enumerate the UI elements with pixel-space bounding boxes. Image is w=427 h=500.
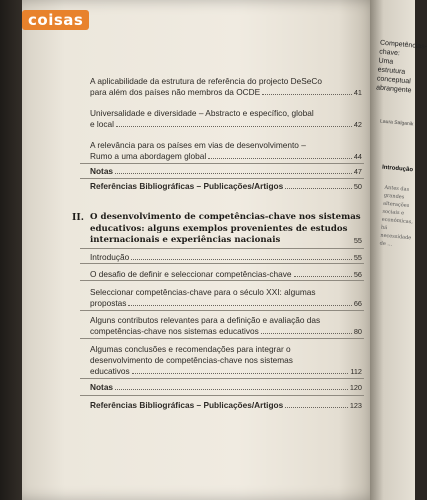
toc-page-number: 120 — [349, 383, 362, 392]
toc-page-number: 41 — [353, 88, 362, 97]
toc-entry-notes — [90, 382, 362, 393]
section-number: II. — [72, 212, 84, 223]
leader-dots — [116, 125, 352, 127]
toc-page-number: 66 — [353, 299, 362, 308]
divider — [80, 163, 364, 164]
divider — [80, 178, 364, 179]
section-page — [90, 235, 362, 246]
toc-page-number: 56 — [353, 270, 362, 279]
toc-entry-line: A aplicabilidade da estrutura de referência do projecto DeSeCo — [90, 76, 322, 86]
facing-page — [370, 0, 427, 500]
divider — [80, 395, 364, 396]
toc-entry-line: Universalidade e diversidade – Abstracto e específico, global — [90, 108, 314, 118]
leader-dots — [132, 372, 349, 374]
book-page — [22, 0, 382, 500]
toc-entry — [90, 140, 362, 162]
toc-entry — [90, 252, 362, 263]
toc-page-number: 42 — [353, 120, 362, 129]
toc-entry-line: Rumo a uma abordagem global — [90, 151, 207, 161]
leader-dots — [285, 187, 352, 189]
facing-page-title: Competências-chave: Uma estrutura conceptual abrangente — [375, 39, 427, 95]
toc-page-number: 44 — [353, 152, 362, 161]
leader-dots — [115, 388, 348, 390]
toc-entry-line: propostas — [90, 298, 127, 308]
toc-page-number: 80 — [353, 327, 362, 336]
watermark-logo: coisas — [22, 10, 89, 30]
toc-entry-line: Referências Bibliográficas – Publicações/Artigos — [90, 400, 284, 410]
facing-page-text: Antes das grandes alterações sociais e económicas, há necessidade de ... — [379, 184, 414, 248]
toc-entry-references — [90, 181, 362, 192]
toc-page-number: 50 — [353, 182, 362, 191]
toc-page-number: 47 — [353, 167, 362, 176]
toc-entry-notes — [90, 166, 362, 177]
leader-dots — [285, 406, 348, 408]
leader-dots — [294, 275, 352, 277]
toc-entry-line: e local — [90, 119, 114, 129]
toc-entry-line: competências-chave nos sistemas educativos — [90, 326, 259, 336]
toc-page-number: 112 — [350, 367, 362, 376]
toc-entry — [90, 108, 362, 130]
toc-entry-line: Notas — [90, 382, 114, 392]
toc-page-number: 55 — [353, 253, 362, 262]
toc-entry — [90, 315, 362, 337]
toc-entry-line: Algumas conclusões e recomendações para integrar o — [90, 344, 291, 354]
toc-page-number: 123 — [349, 401, 362, 410]
facing-page-heading: Introdução — [381, 164, 414, 174]
leader-dots — [208, 157, 352, 159]
toc-entry-line: Introdução — [90, 252, 130, 262]
toc-entry-line: O desafio de definir e seleccionar competências-chave — [90, 269, 292, 279]
divider — [80, 280, 364, 281]
leader-dots — [131, 258, 352, 260]
toc-entry-references — [90, 400, 362, 411]
divider — [80, 338, 364, 339]
divider — [80, 248, 364, 249]
toc-entry-line: desenvolvimento de competências-chave nos sistemas — [90, 355, 293, 365]
leader-dots — [261, 332, 352, 334]
leader-dots — [115, 172, 352, 174]
leader-dots — [262, 93, 352, 95]
toc-entry — [90, 76, 362, 98]
facing-page-subtitle: Laura Salganik — [379, 118, 414, 128]
toc-entry — [90, 269, 362, 280]
divider — [80, 263, 364, 264]
leader-dots — [128, 304, 351, 306]
toc-entry-line: Alguns contributos relevantes para a definição e avaliação das — [90, 315, 321, 325]
toc-entry-line: Notas — [90, 166, 114, 176]
toc-entry-line: Seleccionar competências-chave para o século XXI: algumas — [90, 287, 316, 297]
toc-entry — [90, 344, 362, 377]
divider — [80, 378, 364, 379]
toc-entry-line: A relevância para os países em vias de desenvolvimento – — [90, 140, 306, 150]
divider — [80, 310, 364, 311]
section-title-text: O desenvolvimento de competências-chave nos sistemas educativos: alguns exemplos provenientes de estudos internacionais e experiências nacionais — [90, 212, 361, 245]
toc-entry-line: educativos — [90, 366, 130, 376]
toc-entry — [90, 287, 362, 309]
section-page-number: 55 — [353, 236, 362, 245]
toc-entry-line: Referências Bibliográficas – Publicações/Artigos — [90, 181, 284, 191]
toc-entry-line: para além dos países não membros da OCDE — [90, 87, 261, 97]
